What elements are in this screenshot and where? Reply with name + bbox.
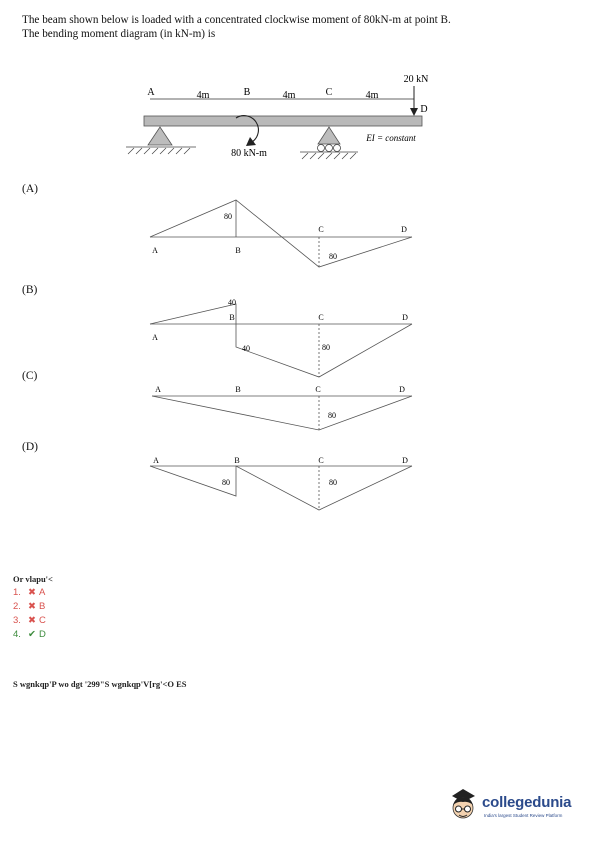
beam-span-1: 4m [196, 90, 210, 101]
beam-span-2: 4m [282, 90, 296, 101]
bmd-option-b [0, 292, 595, 382]
bmd-c-value-1: 80 [328, 411, 336, 420]
question-line-2: The bending moment diagram (in kN-m) is [22, 27, 216, 40]
bmd-d-value-2: 80 [329, 478, 337, 487]
footer-note: S wgnkqp'P wo dgt '299"S wgnkqp'V[rg'<O ES [13, 679, 187, 689]
bmd-a-label-a: A [152, 246, 158, 255]
bmd-a-label-b: B [235, 246, 241, 255]
bmd-d-label-c: C [318, 456, 324, 465]
answer-text: D [39, 629, 46, 640]
answer-text: A [39, 587, 46, 598]
bmd-option-c [0, 380, 595, 440]
answer-num: 2. [13, 601, 21, 612]
bmd-b-value-1: 40 [228, 298, 236, 307]
bmd-d-label-d: D [402, 456, 408, 465]
answer-text: B [39, 601, 46, 612]
mascot-icon [446, 786, 480, 826]
question-line-1: The beam shown below is loaded with a concentrated clockwise moment of 80kN-m at point B. [22, 14, 451, 26]
answer-option-4[interactable] [13, 628, 53, 642]
option-label-d: (D) [22, 441, 38, 453]
answer-header: Or vlapu'< [13, 574, 53, 584]
answer-options [13, 572, 53, 642]
beam-ei: EI = constant [366, 133, 416, 143]
brand-tagline: India's largest Student Review Platform [484, 813, 563, 818]
bmd-c-label-d: D [399, 385, 405, 394]
bmd-c-label-c: C [315, 385, 321, 394]
beam-label-b: B [243, 87, 251, 98]
bmd-d-value-1: 80 [222, 478, 230, 487]
cross-icon: ✖ [28, 601, 36, 612]
answer-option-2[interactable] [13, 600, 53, 614]
beam-label-a: A [147, 87, 155, 98]
option-label-a: (A) [22, 183, 38, 195]
bmd-b-value-3: 80 [322, 343, 330, 352]
answer-num: 1. [13, 587, 21, 598]
bmd-d-label-b: B [234, 456, 240, 465]
beam-label-d: D [420, 104, 428, 115]
answer-text: C [39, 615, 46, 626]
option-label-b: (B) [22, 284, 38, 296]
check-icon: ✔ [28, 629, 36, 640]
answer-option-3[interactable] [13, 614, 53, 628]
bmd-b-label-a: A [152, 333, 158, 342]
bmd-c-label-a: A [155, 385, 161, 394]
beam-label-c: C [325, 87, 333, 98]
bmd-b-label-d: D [402, 313, 408, 322]
brand-logo[interactable] [446, 786, 586, 826]
bmd-a-value-2: 80 [329, 252, 337, 261]
bmd-a-label-d: D [401, 225, 407, 234]
cross-icon: ✖ [28, 615, 36, 626]
answer-num: 3. [13, 615, 21, 626]
bmd-option-d [0, 448, 595, 518]
cross-icon: ✖ [28, 587, 36, 598]
bmd-a-value-1: 80 [224, 212, 232, 221]
bmd-b-label-c: C [318, 313, 324, 322]
bmd-a-label-c: C [318, 225, 324, 234]
bmd-b-value-2: 40 [242, 344, 250, 353]
bmd-b-label-b: B [229, 313, 235, 322]
answer-num: 4. [13, 629, 21, 640]
bmd-option-a [0, 195, 595, 275]
answer-option-1[interactable] [13, 586, 53, 600]
beam-moment: 80 kN-m [231, 148, 267, 159]
bmd-d-label-a: A [153, 456, 159, 465]
beam-figure [0, 0, 595, 200]
brand-name: collegedunia [482, 794, 572, 811]
beam-load: 20 kN [403, 74, 429, 85]
option-label-c: (C) [22, 370, 38, 382]
bmd-c-label-b: B [235, 385, 241, 394]
beam-span-3: 4m [365, 90, 379, 101]
